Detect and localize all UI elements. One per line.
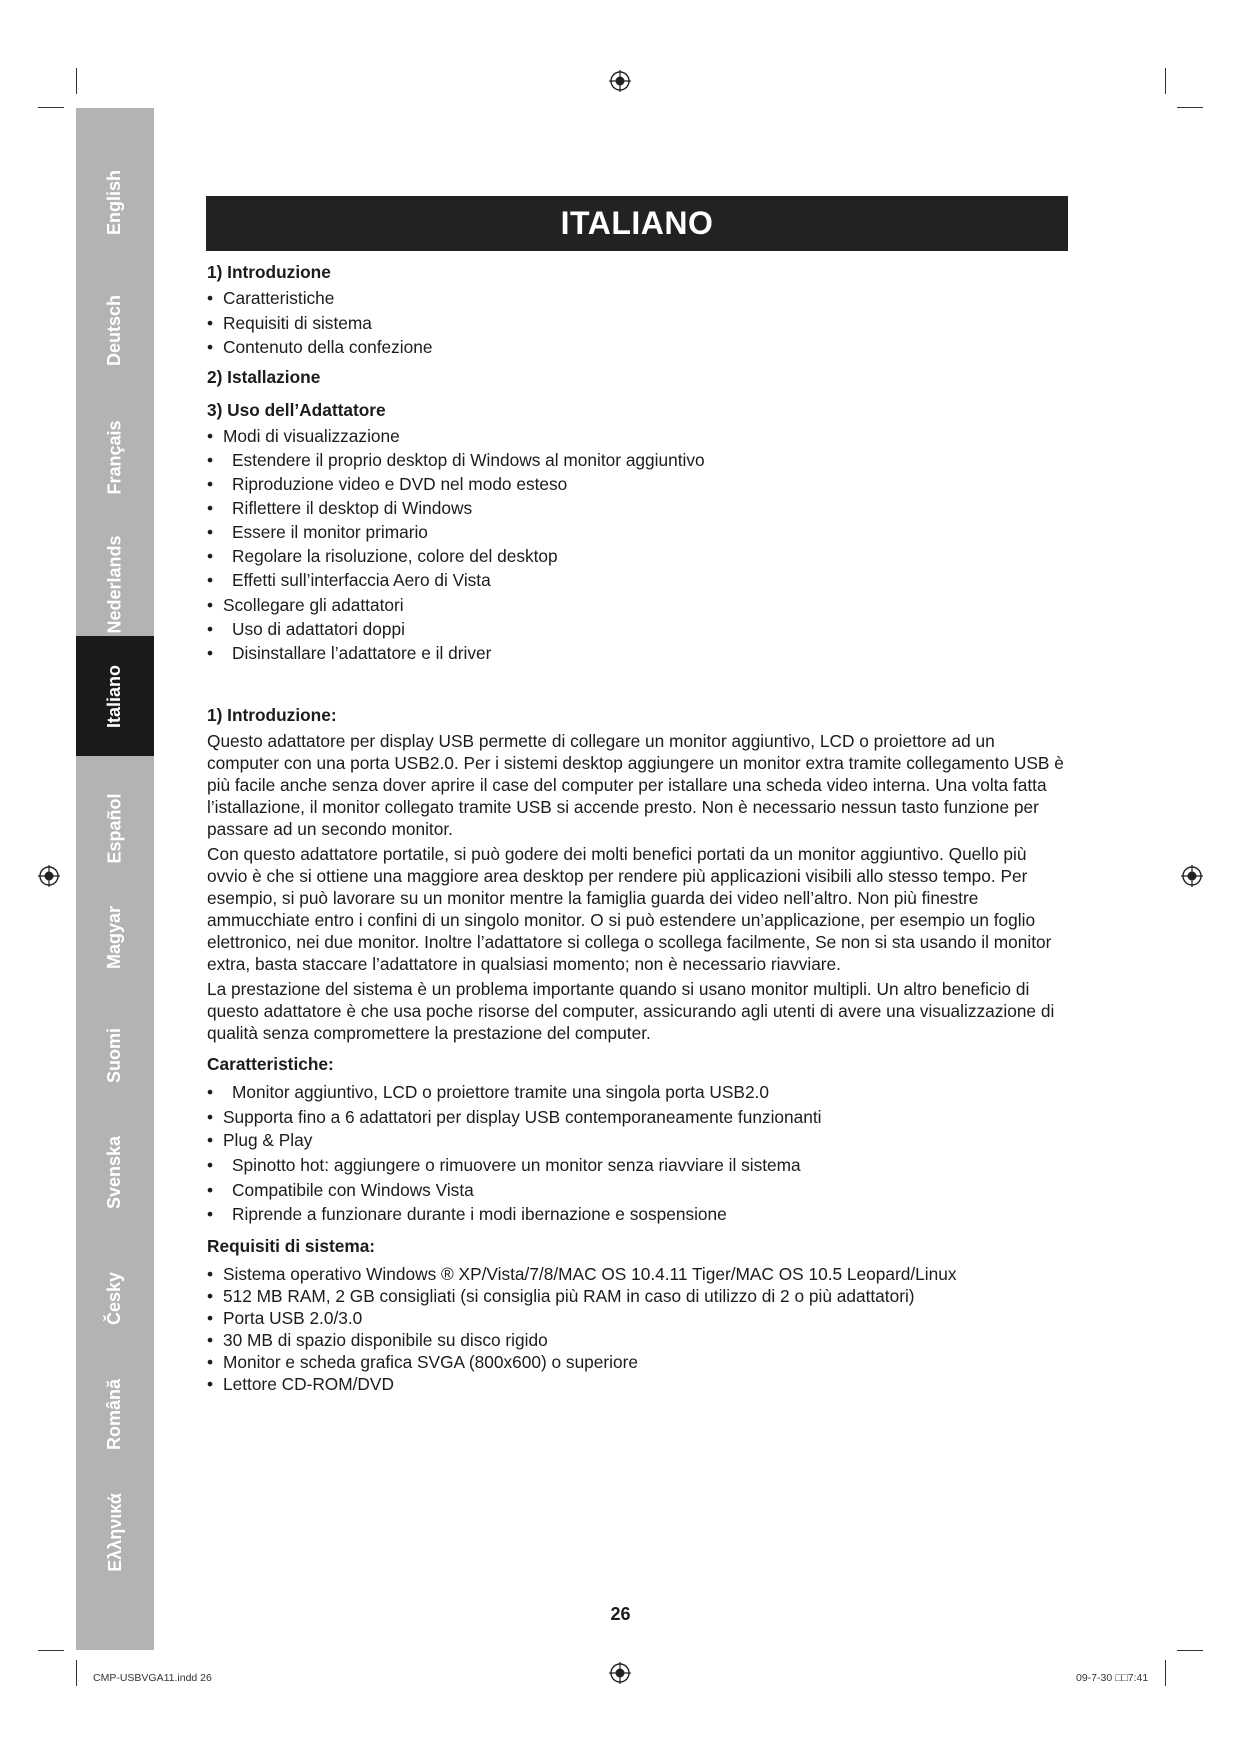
toc-subitem: • Estendere il proprio desktop di Windows al monitor aggiuntivo [207,449,1067,471]
feature-item: • Riprende a funzionare durante i modi ibernazione e sospensione [207,1203,1067,1225]
registration-mark-icon [609,1662,631,1684]
print-file-label: CMP-USBVGA11.indd 26 [93,1672,212,1684]
page-title: ITALIANO [206,196,1068,251]
registration-mark-icon [38,865,60,887]
toc-item: • Contenuto della confezione [207,336,1067,358]
crop-mark [1165,1660,1166,1686]
toc-item: • Modi di visualizzazione [207,425,1067,447]
language-tab-ellinika[interactable]: Ελληνικά [104,1492,125,1572]
language-tab-deutsch[interactable]: Deutsch [104,294,125,366]
requirement-item: • Monitor e scheda grafica SVGA (800x600) o superiore [207,1351,1067,1373]
toc-item: • Requisiti di sistema [207,312,1067,334]
language-sidebar [76,108,154,1650]
toc-heading-istallazione: 2) Istallazione [207,367,321,387]
toc-heading-uso-adattatore: 3) Uso dell’Adattatore [207,400,386,420]
crop-mark [1177,107,1203,108]
feature-item: • Monitor aggiuntivo, LCD o proiettore tramite una singola porta USB2.0 [207,1081,1067,1103]
toc-subitem: • Essere il monitor primario [207,521,1067,543]
intro-heading: 1) Introduzione: [207,705,337,725]
feature-item: • Spinotto hot: aggiungere o rimuovere un monitor senza riavviare il sistema [207,1154,1067,1176]
requirement-item: • Sistema operativo Windows ® XP/Vista/7/8/MAC OS 10.4.11 Tiger/MAC OS 10.5 Leopard/Linux [207,1263,1067,1285]
page-number: 26 [610,1604,631,1624]
language-tab-nederlands[interactable]: Nederlands [104,534,125,634]
toc-subitem: • Uso di adattatori doppi [207,618,1067,640]
crop-mark [1165,68,1166,94]
language-tab-italiano[interactable]: Italiano [76,636,154,756]
requirement-item: • 30 MB di spazio disponibile su disco rigido [207,1329,1067,1351]
language-tab-magyar[interactable]: Magyar [104,905,125,969]
toc-item: • Scollegare gli adattatori [207,594,1067,616]
toc-subitem: • Disinstallare l’adattatore e il driver [207,642,1067,664]
language-tab-cesky[interactable]: Česky [104,1271,125,1325]
crop-mark [76,68,77,94]
requirement-item: • Lettore CD-ROM/DVD [207,1373,1067,1395]
toc-subitem: • Riproduzione video e DVD nel modo esteso [207,473,1067,495]
crop-mark [76,1660,77,1686]
language-tab-suomi[interactable]: Suomi [104,1027,125,1083]
language-tab-romana[interactable]: Română [104,1378,125,1450]
toc-heading-introduzione: 1) Introduzione [207,262,331,282]
document-body [207,258,1067,1395]
feature-item: • Supporta fino a 6 adattatori per display USB contemporaneamente funzionanti [207,1106,1067,1128]
feature-item: • Plug & Play [207,1129,1067,1151]
intro-paragraph: La prestazione del sistema è un problema importante quando si usano monitor multipli. Un altro beneficio di questo adattatore è che usa poche risorse del computer, assicurando agli utenti di avere una visualizzazione di qualità senza compromettere la prestazione del computer. [207,979,1055,1043]
toc-subitem: • Effetti sull’interfaccia Aero di Vista [207,569,1067,591]
print-timestamp: 09-7-30 □□7:41 [1076,1672,1149,1684]
features-heading: Caratteristiche: [207,1054,334,1074]
toc-subitem: • Regolare la risoluzione, colore del desktop [207,545,1067,567]
registration-mark-icon [609,70,631,92]
feature-item: • Compatibile con Windows Vista [207,1179,1067,1201]
toc-subitem: • Riflettere il desktop di Windows [207,497,1067,519]
toc-item: • Caratteristiche [207,287,1067,309]
crop-mark [1177,1650,1203,1651]
crop-mark [38,107,64,108]
language-tab-svenska[interactable]: Svenska [104,1135,125,1209]
requirements-heading: Requisiti di sistema: [207,1236,376,1256]
language-tab-espanol[interactable]: Español [104,792,125,864]
intro-paragraph: Questo adattatore per display USB permette di collegare un monitor aggiuntivo, LCD o proiettore ad un computer con una porta USB2.0. Per i sistemi desktop aggiungere un monitor extra tramite collegamento USB è più facile anche senza dover aprire il case del computer per istallare una scheda video interna. Una volta fatta l’istallazione, il monitor collegato tramite USB si accende presto. Non è necessario nessun tasto funzione per passare ad un secondo monitor. [207,731,1064,839]
requirement-item: • 512 MB RAM, 2 GB consigliati (si consiglia più RAM in caso di utilizzo di 2 o più adattatori) [207,1285,1067,1307]
registration-mark-icon [1181,865,1203,887]
requirement-item: • Porta USB 2.0/3.0 [207,1307,1067,1329]
language-tab-francais[interactable]: Français [104,419,125,495]
language-tab-english[interactable]: English [104,169,125,235]
intro-paragraph: Con questo adattatore portatile, si può godere dei molti benefici portati da un monitor aggiuntivo. Quello più ovvio è che si ottiene una maggiore area desktop per rendere più applicazioni visibili allo stesso tempo. Per esempio, si può lavorare su un monitor mentre la famiglia guarda dei video nell’altro. Non più finestre ammucchiate entro i confini di un singolo monitor. O si può estendere un’applicazione, per esempio un foglio elettronico, nei due monitor. Inoltre l’adattatore si collega o scollega facilmente, Se non si sta usando il monitor extra, basta staccare l’adattatore in qualsiasi momento; non è necessario riavviare. [207,844,1052,974]
crop-mark [38,1650,64,1651]
